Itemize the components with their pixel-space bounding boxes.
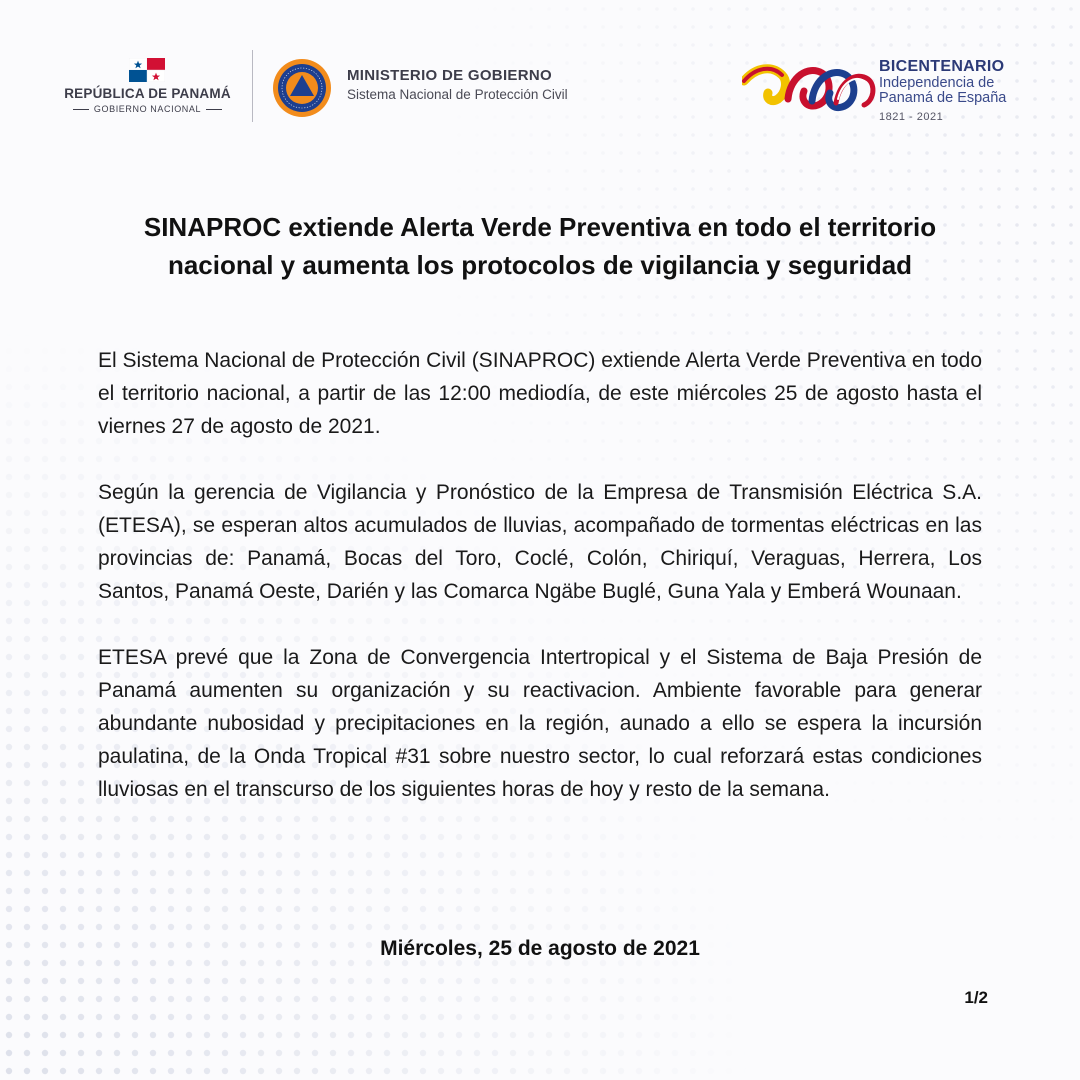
title-line-1: SINAPROC extiende Alerta Verde Preventiva en todo el territorio: [143, 212, 937, 242]
bicentenario-logo: [742, 55, 1042, 127]
divider-line: [206, 109, 222, 110]
header-divider: [252, 50, 253, 122]
body-paragraph-1: El Sistema Nacional de Protección Civil (SINAPROC) extiende Alerta Verde Preventiva en todo el territorio nacional, a partir de las 12:00 mediodía, de este miércoles 25 de agosto hasta el viernes 27 de agosto de 2021.: [98, 349, 982, 438]
body-paragraph-3: ETESA prevé que la Zona de Convergencia Intertropical y el Sistema de Baja Presión de Panamá aumenten su organización y su reactivacion. Ambiente favorable para generar abundante nubosidad y precipitaciones en la región, aunado a ello se espera la incursión paulatina, de la Onda Tropical #31 sobre nuestro sector, lo cual reforzará estas condiciones lluviosas en el transcurso de los siguientes horas de hoy y resto de la semana.: [98, 646, 982, 801]
republica-label: REPÚBLICA DE PANAMÁ: [64, 86, 231, 101]
bicentenario-line2: Panamá de España: [879, 90, 1007, 106]
bicentenario-title: BICENTENARIO: [879, 58, 1005, 75]
release-date: Miércoles, 25 de agosto de 2021: [380, 937, 700, 960]
republica-panama-logo: [60, 56, 235, 120]
bicentenario-line1: Independencia de: [879, 75, 995, 91]
gobierno-nacional-row: [60, 104, 235, 114]
ministry-name: MINISTERIO DE GOBIERNO: [347, 67, 552, 84]
ministry-subtitle: Sistema Nacional de Protección Civil: [347, 87, 568, 102]
sinaproc-seal-icon: [272, 58, 332, 118]
press-release-title: [80, 208, 1000, 284]
press-release-body: [98, 344, 982, 806]
title-line-2: nacional y aumenta los protocolos de vigilancia y seguridad: [167, 250, 913, 280]
body-paragraph-2: Según la gerencia de Vigilancia y Pronóstico de la Empresa de Transmisión Eléctrica S.A. (ETESA), se esperan altos acumulados de lluvias, acompañado de tormentas eléctricas en las provincias de: Panamá, Bocas del Toro, Coclé, Colón, Chiriquí, Veraguas, Herrera, Los Santos, Panamá Oeste, Darién y las Comarca Ngäbe Buglé, Guna Yala y Emberá Wounaan.: [98, 481, 982, 603]
panama-flag-icon: [129, 58, 165, 82]
gobierno-label: GOBIERNO NACIONAL: [93, 104, 202, 114]
bicentenario-years: 1821 - 2021: [879, 111, 944, 123]
page-number: 1/2: [964, 988, 988, 1007]
bicentenario-text: [879, 57, 1039, 123]
bicentenario-ribbon-icon: [742, 59, 876, 115]
ministry-block: [347, 67, 627, 102]
divider-line: [73, 109, 89, 110]
